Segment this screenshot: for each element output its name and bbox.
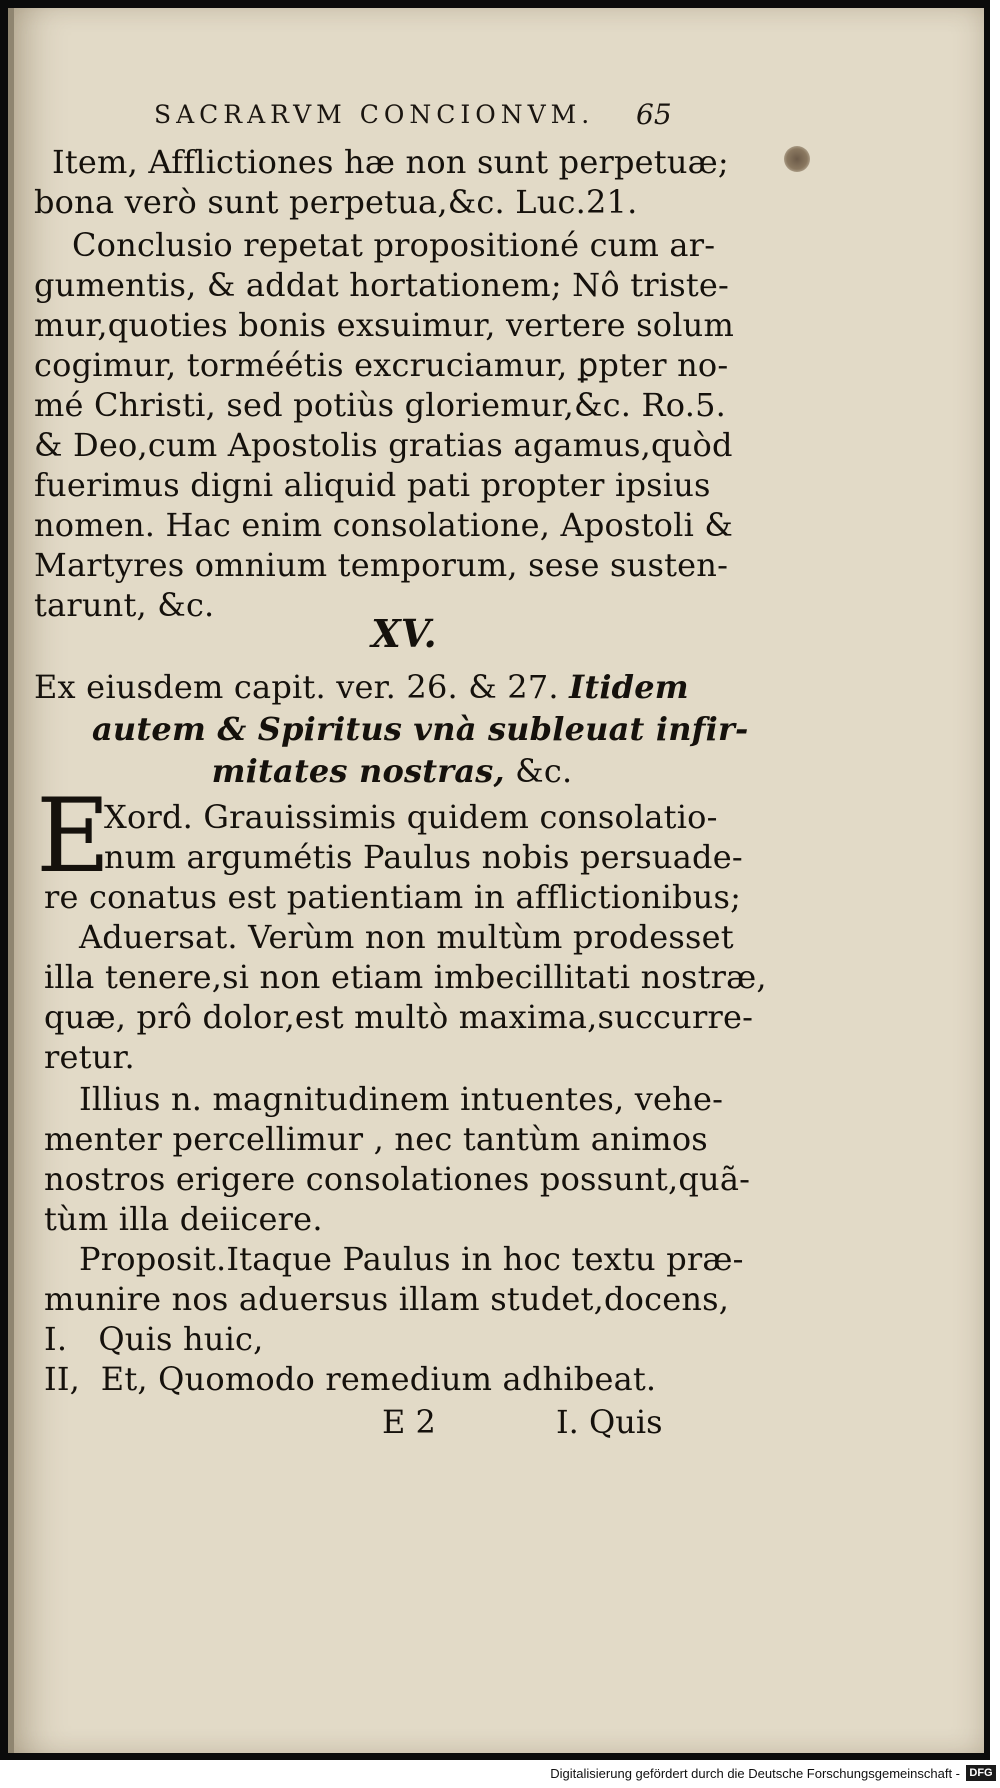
section-heading-italic: Itidem [569, 668, 689, 706]
text-line: menter percellimur , nec tantùm animos [44, 1120, 708, 1158]
text-line: re conatus est patientiam in afflictionibus; [44, 878, 742, 916]
ink-stain [784, 146, 810, 172]
text-line: illa tenere,si non etiam imbecillitati nostræ, [44, 958, 767, 996]
text-line: nomen. Hac enim consolatione, Apostoli & [34, 506, 734, 544]
text-line: Aduersat. Verùm non multùm prodesset [79, 918, 734, 956]
text-line: Conclusio repetat propositioné cum ar- [72, 226, 716, 264]
section-heading-roman: Ex eiusdem capit. ver. 26. & 27. [34, 668, 559, 706]
text-line: tarunt, &c. [34, 586, 215, 624]
text-line: Martyres omnium temporum, sese susten- [34, 546, 729, 584]
text-line: retur. [44, 1038, 135, 1076]
section-heading-roman: &c. [504, 752, 573, 790]
text-line: Xord. Grauissimis quidem consolatio- [104, 798, 718, 836]
signature-mark: E 2 [382, 1403, 436, 1441]
text-line: nostros erigere consolationes possunt,quã- [44, 1160, 751, 1198]
page-number: 65 [636, 98, 672, 131]
text-line: II, Et, Quomodo remedium adhibeat. [44, 1360, 657, 1398]
text-line: Item, Afflictiones hæ non sunt perpetuæ; [52, 143, 729, 181]
catchword: I. Quis [556, 1403, 663, 1441]
drop-cap: E [36, 777, 111, 896]
section-heading-italic: mitates nostras, [211, 752, 505, 790]
section-heading-line [34, 668, 689, 706]
section-heading-line [92, 752, 692, 790]
footer-bar [0, 1760, 1000, 1788]
section-numeral: XV. [371, 611, 437, 656]
text-line: bona verò sunt perpetua,&c. Luc.21. [34, 183, 638, 221]
text-line: quæ, prô dolor,est multò maxima,succurre- [44, 998, 754, 1036]
text-line: gumentis, & addat hortationem; Nô triste- [34, 266, 730, 304]
dfg-logo: DFG [966, 1765, 996, 1781]
text-line: mur,quoties bonis exsuimur, vertere solum [34, 306, 734, 344]
text-line: Illius n. magnitudinem intuentes, vehe- [79, 1080, 724, 1118]
running-head: SACRARVM CONCIONVM. [154, 100, 595, 129]
text-line: munire nos aduersus illam studet,docens, [44, 1280, 730, 1318]
book-page [8, 8, 984, 1753]
text-line: cogimur, torméétis excruciamur, ꝑpter no- [34, 346, 729, 384]
text-line: tùm illa deiicere. [44, 1200, 323, 1238]
text-line: I. Quis huic, [44, 1320, 264, 1358]
text-line: & Deo,cum Apostolis gratias agamus,quòd [34, 426, 733, 464]
text-line: fuerimus digni aliquid pati propter ipsius [34, 466, 711, 504]
digitization-credit: Digitalisierung gefördert durch die Deutsche Forschungsgemeinschaft - [550, 1766, 960, 1781]
text-line: mé Christi, sed potiùs gloriemur,&c. Ro.5. [34, 386, 727, 424]
text-line: Proposit.Itaque Paulus in hoc textu præ- [79, 1240, 744, 1278]
text-line: num argumétis Paulus nobis persuade- [104, 838, 743, 876]
section-heading-line: autem & Spiritus vnà subleuat infir- [92, 710, 749, 748]
